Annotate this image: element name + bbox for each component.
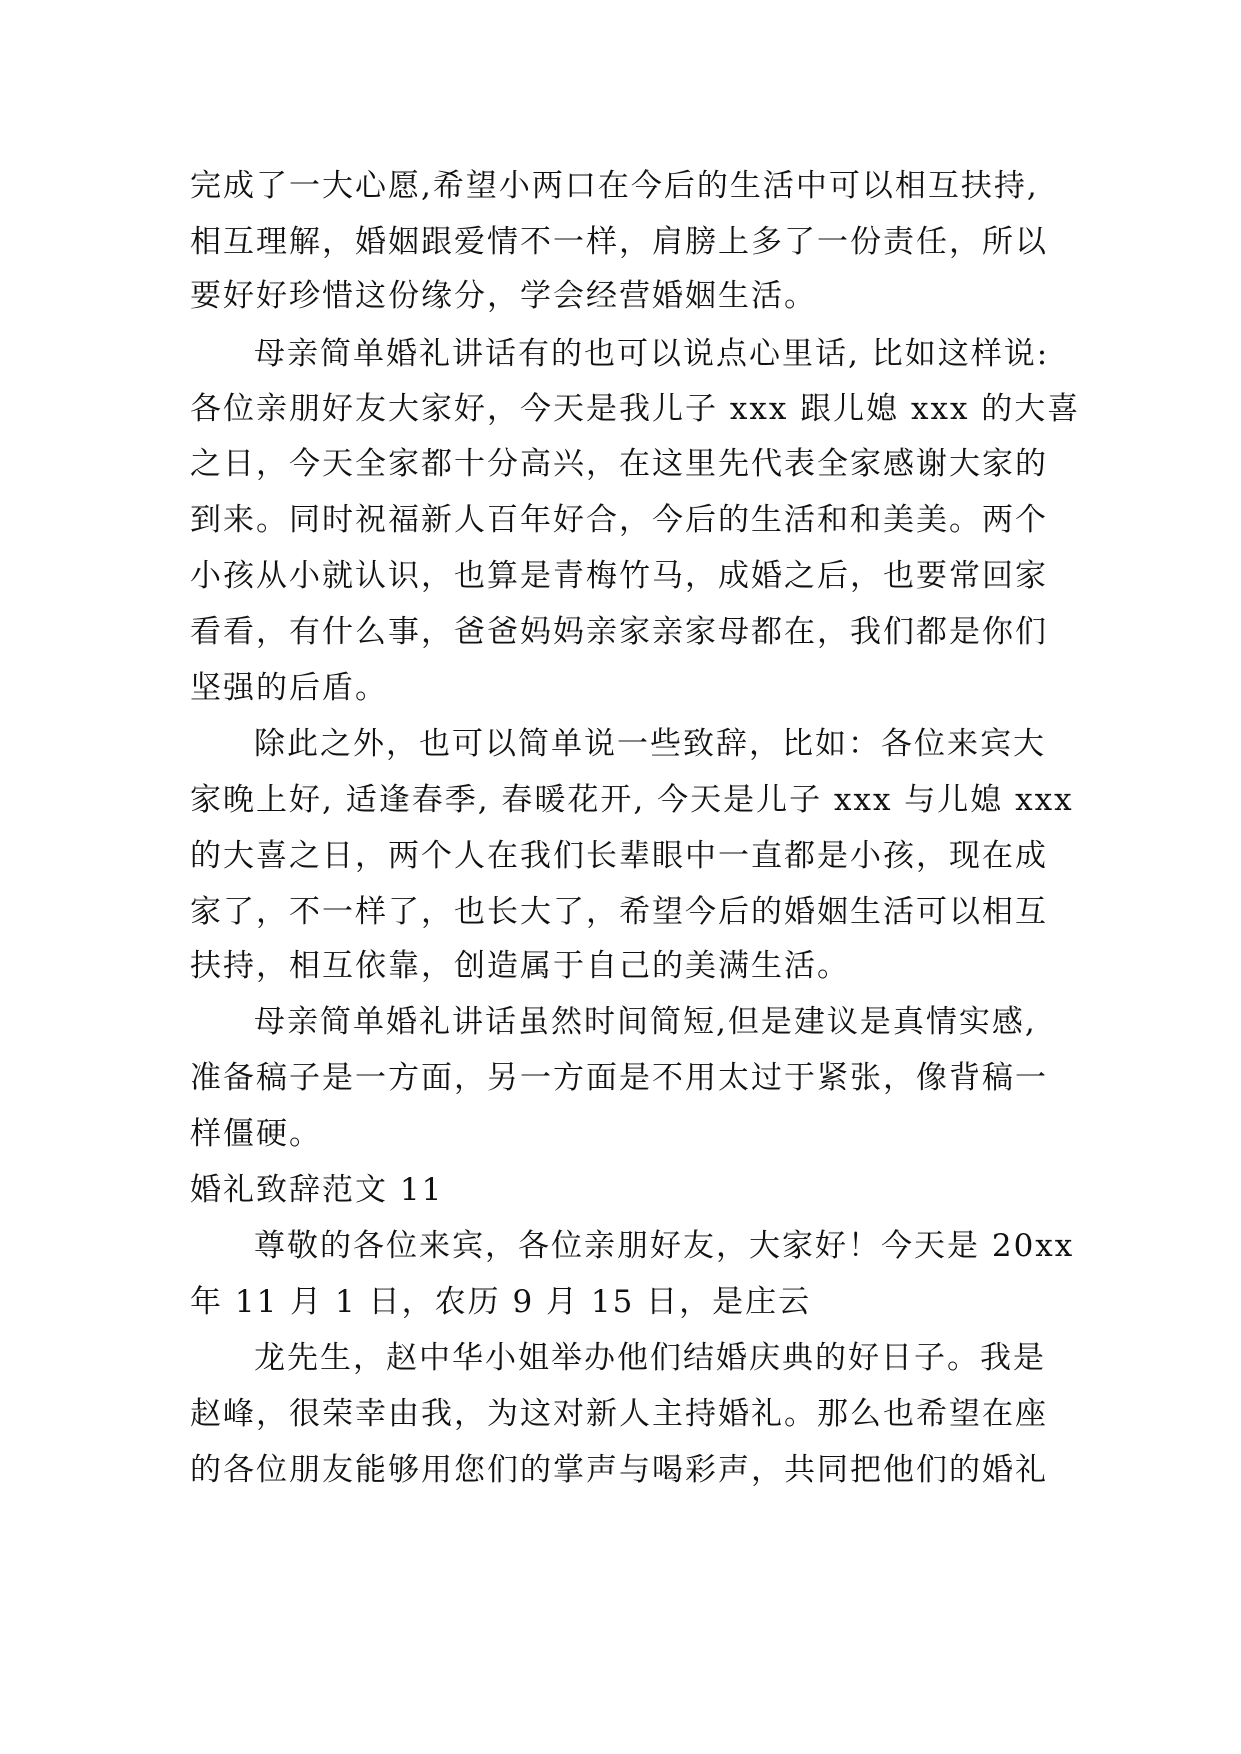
text-line: 年 11 月 1 日，农历 9 月 15 日，是庄云 <box>190 1284 812 1320</box>
text-line: 赵峰，很荣幸由我，为这对新人主持婚礼。那么也希望在座 <box>190 1396 1048 1432</box>
text-line: 家晚上好, 适逢春季, 春暖花开, 今天是儿子 xxx 与儿媳 xxx <box>190 782 1074 818</box>
paragraph-start-line: 龙先生，赵中华小姐举办他们结婚庆典的好日子。我是 <box>254 1340 1046 1376</box>
text-line: 家了，不一样了，也长大了，希望今后的婚姻生活可以相互 <box>190 894 1048 930</box>
paragraph-start-line: 尊敬的各位来宾，各位亲朋好友，大家好！今天是 20xx <box>254 1228 1075 1264</box>
text-line: 完成了一大心愿,希望小两口在今后的生活中可以相互扶持, <box>190 168 1039 204</box>
text-line: 小孩从小就认识，也算是青梅竹马，成婚之后，也要常回家 <box>190 558 1048 594</box>
text-line: 看看，有什么事，爸爸妈妈亲家亲家母都在，我们都是你们 <box>190 614 1048 650</box>
paragraph-start-line: 母亲简单婚礼讲话虽然时间简短,但是建议是真情实感, <box>254 1004 1037 1040</box>
section-heading: 婚礼致辞范文 11 <box>190 1172 444 1208</box>
text-line: 样僵硬。 <box>190 1116 322 1152</box>
text-line: 准备稿子是一方面，另一方面是不用太过于紧张，像背稿一 <box>190 1060 1048 1096</box>
paragraph-start-line: 母亲简单婚礼讲话有的也可以说点心里话, 比如这样说: <box>254 336 1050 372</box>
text-line: 之日，今天全家都十分高兴，在这里先代表全家感谢大家的 <box>190 446 1048 482</box>
text-line: 扶持，相互依靠，创造属于自己的美满生活。 <box>190 948 850 984</box>
text-line: 到来。同时祝福新人百年好合，今后的生活和和美美。两个 <box>190 502 1048 538</box>
text-line: 各位亲朋好友大家好，今天是我儿子 xxx 跟儿媳 xxx 的大喜 <box>190 391 1081 427</box>
text-line: 要好好珍惜这份缘分，学会经营婚姻生活。 <box>190 278 817 314</box>
text-line: 相互理解，婚姻跟爱情不一样，肩膀上多了一份责任，所以 <box>190 224 1048 260</box>
text-line: 的大喜之日，两个人在我们长辈眼中一直都是小孩，现在成 <box>190 838 1048 874</box>
paragraph-start-line: 除此之外，也可以简单说一些致辞，比如：各位来宾大 <box>254 726 1046 762</box>
text-line: 的各位朋友能够用您们的掌声与喝彩声，共同把他们的婚礼 <box>190 1452 1048 1488</box>
text-line: 坚强的后盾。 <box>190 670 388 706</box>
